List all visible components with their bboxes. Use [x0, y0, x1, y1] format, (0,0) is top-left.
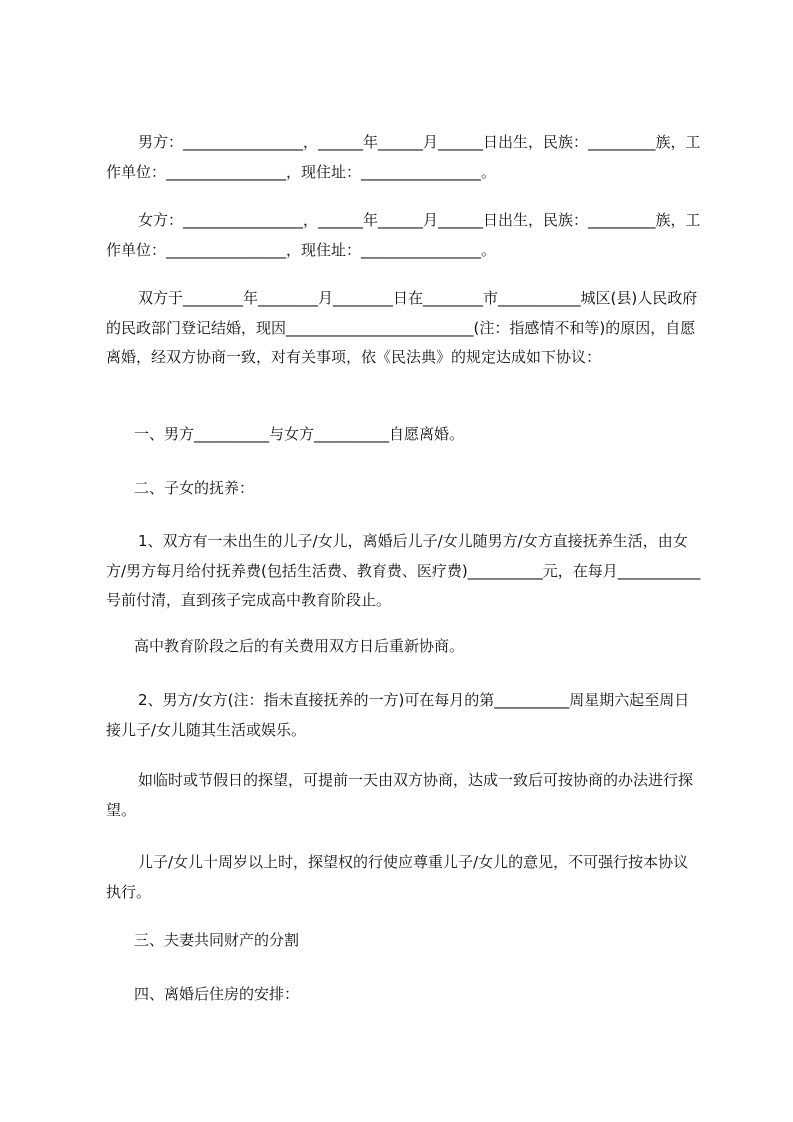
visitation-age-paragraph: 儿子/女儿十周岁以上时，探望权的行使应尊重儿子/女儿的意见，不可强行按本协议执行。	[106, 853, 689, 901]
female-party-info: 女方：________________，______年______月______日出生，民族：_________族，工作单位：________________，现住址：________________。	[106, 211, 701, 259]
clause-3-heading: 三、夫妻共同财产的分割	[134, 931, 300, 949]
clause-2-item-2: 2、男方/女方(注：指未直接抚养的一方)可在每月的第__________周星期六起至周日接儿子/女儿随其生活或娱乐。	[106, 691, 690, 739]
holiday-visit-paragraph: 如临时或节假日的探望，可提前一天由双方协商，达成一致后可按协商的办法进行探望。	[106, 771, 694, 819]
marriage-registration-paragraph: 双方于________年________月________日在________市___________城区(县)人民政府的民政部门登记结婚，现因_________________________(注：指感情不和等)的原因，自愿离婚，经双方协商一致，对有关事项，依《民法典》的规定达成如下协议：	[106, 289, 698, 366]
clause-1-divorce: 一、男方__________与女方__________自愿离婚。	[134, 425, 465, 443]
clause-2-item-1: 1、双方有一未出生的儿子/女儿，离婚后儿子/女儿随男方/女方直接抚养生活，由女方/男方每月给付抚养费(包括生活费、教育费、医疗费)__________元，在每月___________号前付清，直到孩子完成高中教育阶段止。	[106, 532, 701, 609]
clause-2-followup-note: 高中教育阶段之后的有关费用双方日后重新协商。	[134, 637, 465, 655]
clause-4-heading: 四、离婚后住房的安排：	[134, 985, 300, 1003]
male-party-info: 男方：________________，______年______月______日出生，民族：_________族，工作单位：________________，现住址：________________。	[106, 133, 701, 181]
clause-2-heading: 二、子女的抚养：	[134, 479, 255, 497]
